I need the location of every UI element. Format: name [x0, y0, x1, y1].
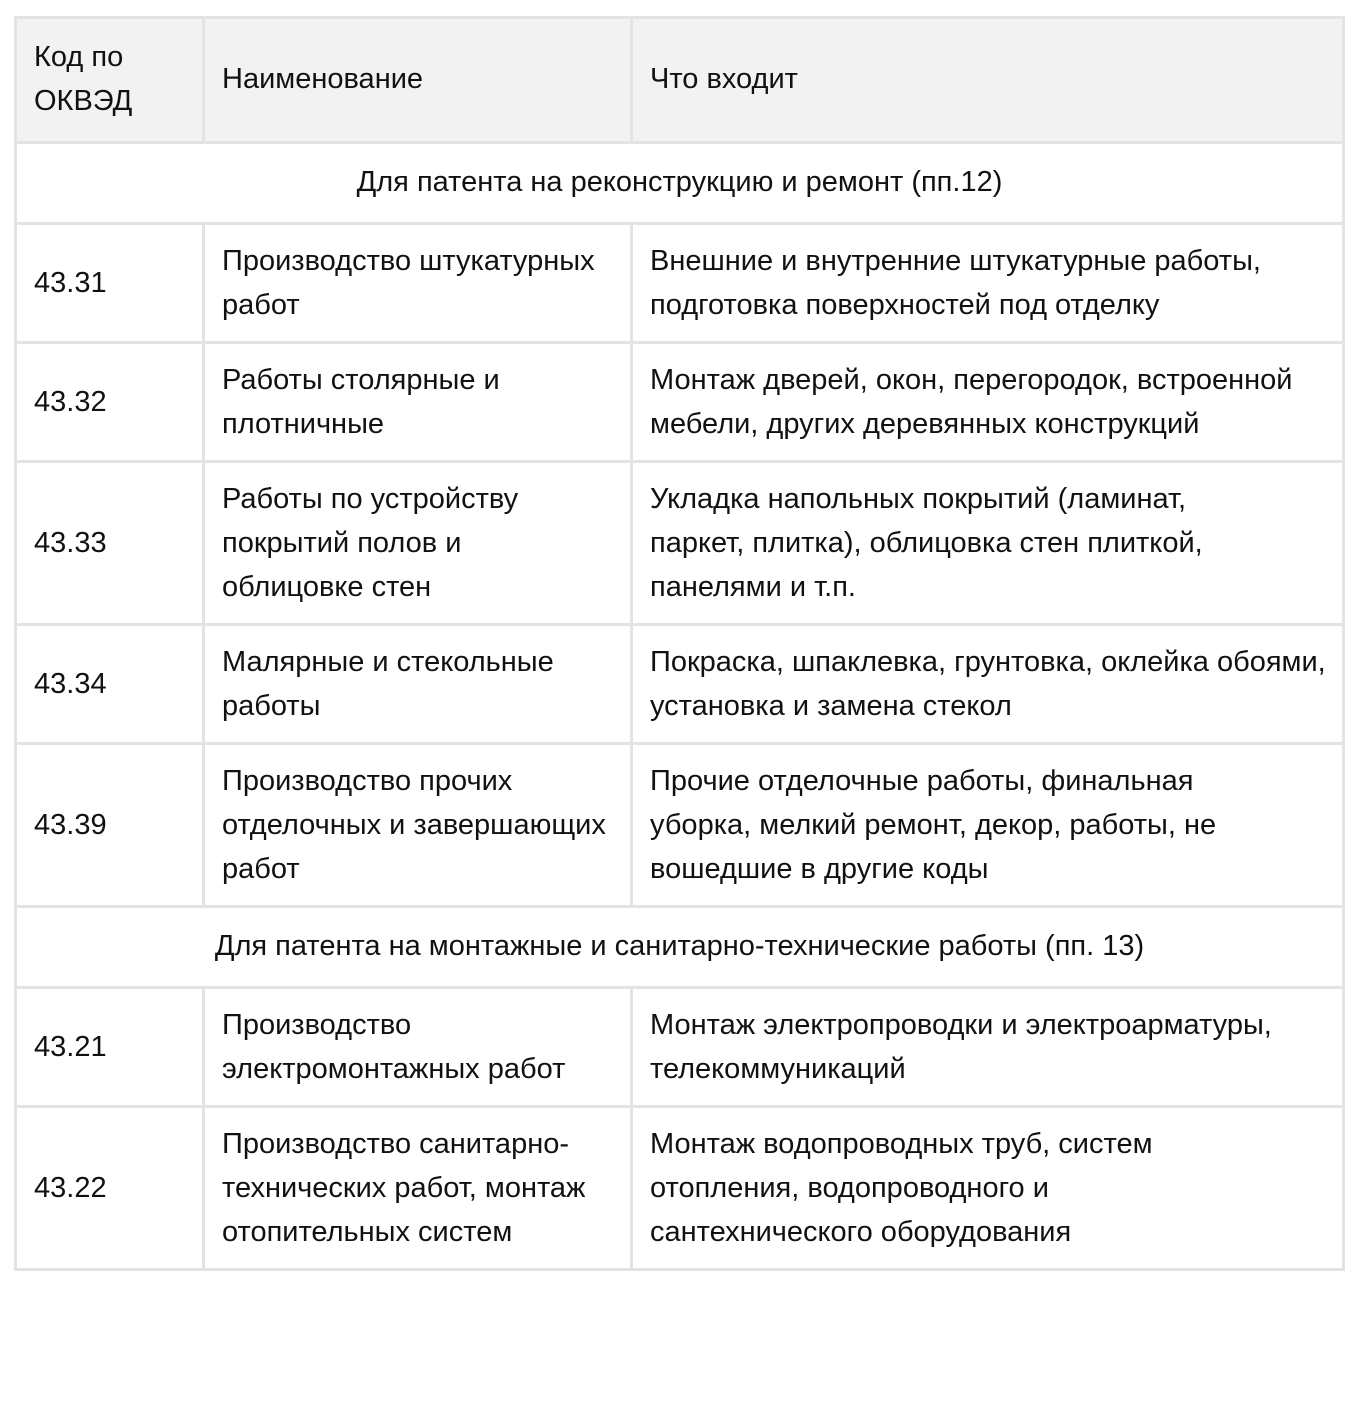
cell-code: 43.39 — [16, 744, 204, 907]
section-title: Для патента на монтажные и санитарно-технические работы (пп. 13) — [16, 907, 1344, 988]
cell-code: 43.32 — [16, 343, 204, 462]
cell-name: Работы столярные и плотничные — [204, 343, 632, 462]
cell-code: 43.33 — [16, 462, 204, 625]
cell-name: Производство санитарно-технических работ, монтаж отопительных систем — [204, 1107, 632, 1270]
cell-includes: Укладка напольных покрытий (ламинат, паркет, плитка), облицовка стен плиткой, панелями и т.п. — [632, 462, 1344, 625]
header-name: Наименование — [204, 18, 632, 143]
cell-includes: Монтаж дверей, окон, перегородок, встроенной мебели, других деревянных конструкций — [632, 343, 1344, 462]
cell-includes: Прочие отделочные работы, финальная уборка, мелкий ремонт, декор, работы, не вошедшие в другие коды — [632, 744, 1344, 907]
table-row — [16, 1107, 1344, 1270]
section-title: Для патента на реконструкцию и ремонт (пп.12) — [16, 143, 1344, 224]
table-row — [16, 343, 1344, 462]
header-code: Код по ОКВЭД — [16, 18, 204, 143]
cell-code: 43.21 — [16, 988, 204, 1107]
table-row — [16, 462, 1344, 625]
cell-name: Работы по устройству покрытий полов и облицовке стен — [204, 462, 632, 625]
cell-name: Производство штукатурных работ — [204, 224, 632, 343]
cell-includes: Монтаж электропроводки и электроарматуры, телекоммуникаций — [632, 988, 1344, 1107]
cell-code: 43.22 — [16, 1107, 204, 1270]
cell-code: 43.31 — [16, 224, 204, 343]
cell-name: Производство электромонтажных работ — [204, 988, 632, 1107]
header-includes: Что входит — [632, 18, 1344, 143]
table-row — [16, 744, 1344, 907]
table-row — [16, 625, 1344, 744]
cell-name: Производство прочих отделочных и завершающих работ — [204, 744, 632, 907]
okved-table — [14, 16, 1345, 1271]
table-row — [16, 224, 1344, 343]
cell-includes: Монтаж водопроводных труб, систем отопления, водопроводного и сантехнического оборудования — [632, 1107, 1344, 1270]
section-row — [16, 907, 1344, 988]
cell-includes: Покраска, шпаклевка, грунтовка, оклейка обоями, установка и замена стекол — [632, 625, 1344, 744]
section-row — [16, 143, 1344, 224]
header-row — [16, 18, 1344, 143]
table-row — [16, 988, 1344, 1107]
cell-code: 43.34 — [16, 625, 204, 744]
cell-includes: Внешние и внутренние штукатурные работы, подготовка поверхностей под отделку — [632, 224, 1344, 343]
cell-name: Малярные и стекольные работы — [204, 625, 632, 744]
